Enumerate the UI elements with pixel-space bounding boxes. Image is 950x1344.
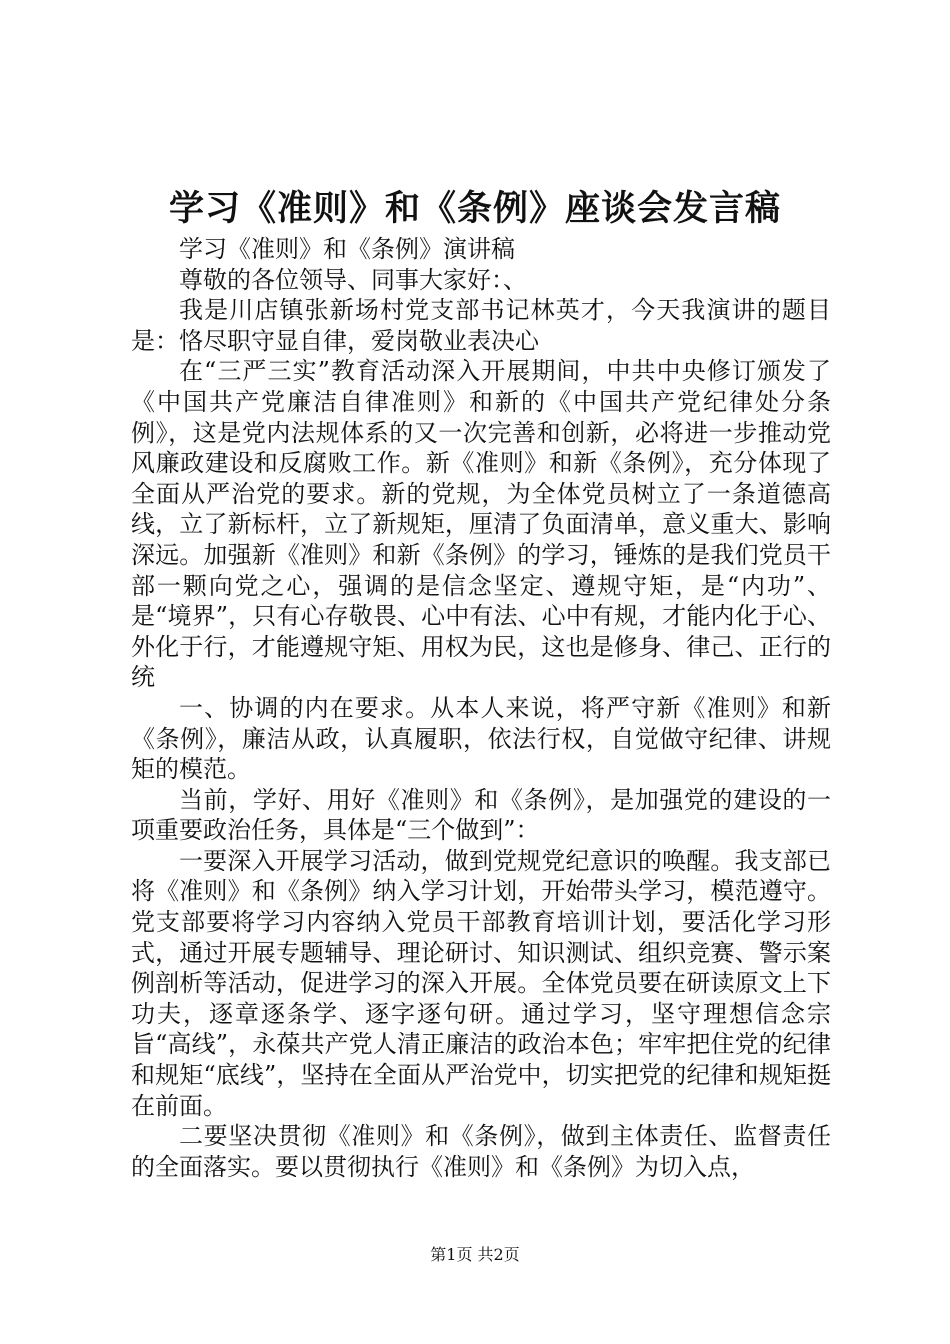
document-title: 学习《准则》和《条例》座谈会发言稿 xyxy=(168,188,781,229)
paragraph-task-one: 一要深入开展学习活动，做到党规党纪意识的唤醒。我支部已将《准则》和《条例》纳入学习计划，开始带头学习，模范遵守。党支部要将学习内容纳入党员干部教育培训计划，要活化学习形式，通过开展专题辅导、理论研讨、知识测试、组织竞赛、警示案例剖析等活动，促进学习的深入开展。全体党员要在研读原文上下功夫，逐章逐条学、逐字逐句研。通过学习，坚守理想信念宗旨“高线”，永葆共产党人清正廉洁的政治本色；牢牢把住党的纪律和规矩“底线”，坚持在全面从严治党中，切实把党的纪律和规矩挺在前面。 xyxy=(131,846,831,1120)
paragraph-intro: 我是川店镇张新场村党支部书记林英才，今天我演讲的题目是：恪尽职守显自律，爱岗敬业表决心 xyxy=(131,296,831,355)
paragraph-greeting: 尊敬的各位领导、同事大家好：、 xyxy=(179,265,527,294)
paragraph-task-two: 二要坚决贯彻《准则》和《条例》，做到主体责任、监督责任的全面落实。要以贯彻执行《准则》和《条例》为切入点， xyxy=(131,1122,831,1181)
paragraph-background: 在“三严三实”教育活动深入开展期间，中共中央修订颁发了《中国共产党廉洁自律准则》和新的《中国共产党纪律处分条例》，这是党内法规体系的又一次完善和创新，必将进一步推动党风廉政建设和反腐败工作。新《准则》和新《条例》，充分体现了全面从严治党的要求。新的党规，为全体党员树立了一条道德高线，立了新标杆，立了新规矩，厘清了负面清单，意义重大、影响深远。加强新《准则》和新《条例》的学习，锤炼的是我们党员干部一颗向党之心，强调的是信念坚定、遵规守矩，是“内功”、是“境界”，只有心存敬畏、心中有法、心中有规，才能内化于心、外化于行，才能遵规守矩、用权为民，这也是修身、律己、正行的统 xyxy=(131,357,831,692)
paragraph-subtitle: 学习《准则》和《条例》演讲稿 xyxy=(179,235,515,263)
paragraph-point-one: 一、协调的内在要求。从本人来说，将严守新《准则》和新《条例》，廉洁从政，认真履职，依法行权，自觉做守纪律、讲规矩的模范。 xyxy=(131,693,831,784)
document-body xyxy=(131,234,831,1182)
page-footer: 第1页 共2页 xyxy=(430,1245,520,1264)
paragraph-three-tasks: 当前，学好、用好《准则》和《条例》，是加强党的建设的一项重要政治任务，具体是“三个做到”： xyxy=(131,785,831,845)
